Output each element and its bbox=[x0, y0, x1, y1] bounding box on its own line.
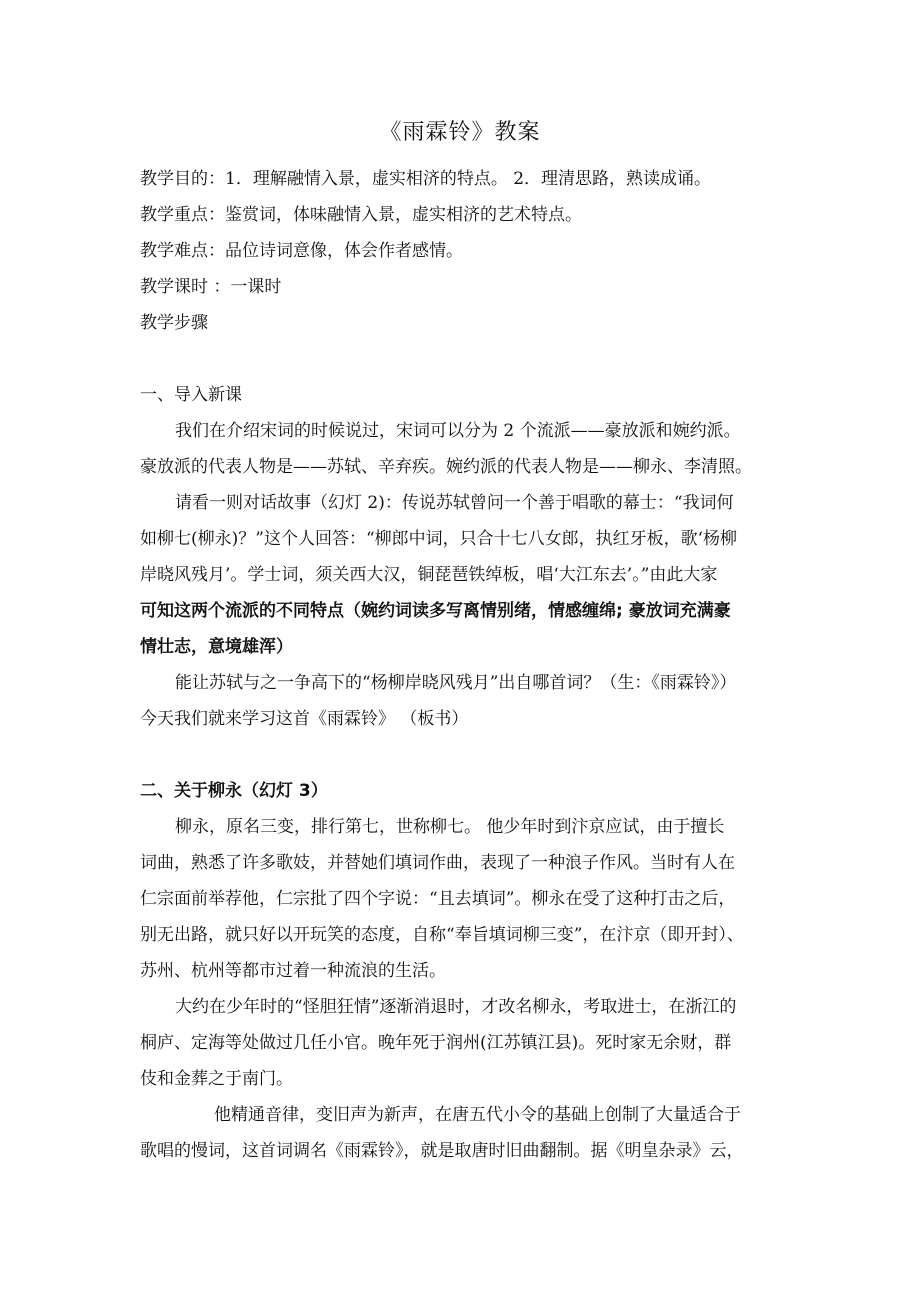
section-heading-intro: 一、导入新课 bbox=[140, 385, 242, 405]
section-heading-liu-yong: 二、关于柳永（幻灯 3） bbox=[140, 781, 328, 801]
paragraph-line: 大约在少年时的“怪胆狂情”逐渐消退时，才改名柳永，考取进士，在浙江的 bbox=[175, 997, 737, 1017]
paragraph-line: 岸晓风残月’。学士词，须关西大汉，铜琵琶铁绰板，唱‘大江东去’。”由此大家 bbox=[140, 565, 718, 585]
paragraph-line: 我们在介绍宋词的时候说过，宋词可以分为 2 个流派——豪放派和婉约派。 bbox=[175, 421, 741, 441]
paragraph-line: 如柳七(柳永)？”这个人回答：“柳郎中词，只合十七八女郎，执红牙板，歌‘杨柳 bbox=[140, 529, 738, 549]
paragraph-line: 柳永，原名三变，排行第七，世称柳七。 他少年时到汴京应试，由于擅长 bbox=[175, 817, 725, 837]
paragraph-line: 今天我们就来学习这首《雨霖铃》 （板书） bbox=[140, 709, 469, 729]
teaching-key-points: 教学重点：鉴赏词，体味融情入景，虚实相济的艺术特点。 bbox=[140, 205, 582, 225]
teaching-difficulties: 教学难点：品位诗词意像，体会作者感情。 bbox=[140, 241, 463, 261]
teaching-hours: 教学课时 ：一课时 bbox=[140, 277, 282, 297]
document-title: 《雨霖铃》教案 bbox=[379, 120, 541, 145]
paragraph-line: 能让苏轼与之一争高下的“杨柳岸晓风残月”出自哪首词？（生：《雨霖铃》） bbox=[175, 673, 737, 693]
paragraph-line: 词曲，熟悉了许多歌妓，并替她们填词作曲，表现了一种浪子作风。当时有人在 bbox=[140, 853, 735, 873]
teaching-steps: 教学步骤 bbox=[140, 313, 208, 333]
paragraph-line: 别无出路，就只好以开玩笑的态度，自称“奉旨填词柳三变”，在汴京（即开封）、 bbox=[140, 925, 744, 945]
paragraph-line: 请看一则对话故事（幻灯 2)：传说苏轼曾问一个善于唱歌的幕士：“我词何 bbox=[175, 493, 734, 513]
paragraph-line: 他精通音律，变旧声为新声，在唐五代小令的基础上创制了大量适合于 bbox=[214, 1105, 741, 1125]
paragraph-line: 桐庐、定海等处做过几任小官。晚年死于润州(江苏镇江县)。死时家无余财，群 bbox=[140, 1033, 732, 1053]
teaching-objectives: 教学目的：1．理解融情入景，虚实相济的特点。 2．理清思路，熟读成诵。 bbox=[140, 169, 712, 189]
paragraph-line-bold: 情壮志，意境雄浑） bbox=[140, 637, 293, 657]
paragraph-line: 歌唱的慢词，这首词调名《雨霖铃》，就是取唐时旧曲翻制。据《明皇杂录》云， bbox=[140, 1141, 744, 1161]
paragraph-line: 苏州、杭州等都市过着一种流浪的生活。 bbox=[140, 961, 446, 981]
paragraph-line-bold: 可知这两个流派的不同特点（婉约词读多写离情别绪，情感缠绵; 豪放词充满豪 bbox=[140, 601, 731, 621]
paragraph-line: 伎和金葬之于南门。 bbox=[140, 1069, 293, 1089]
paragraph-line: 仁宗面前举荐他，仁宗批了四个字说：“且去填词”。柳永在受了这种打击之后， bbox=[140, 889, 736, 909]
paragraph-line: 豪放派的代表人物是——苏轼、辛弃疾。婉约派的代表人物是——柳永、李清照。 bbox=[140, 457, 752, 477]
